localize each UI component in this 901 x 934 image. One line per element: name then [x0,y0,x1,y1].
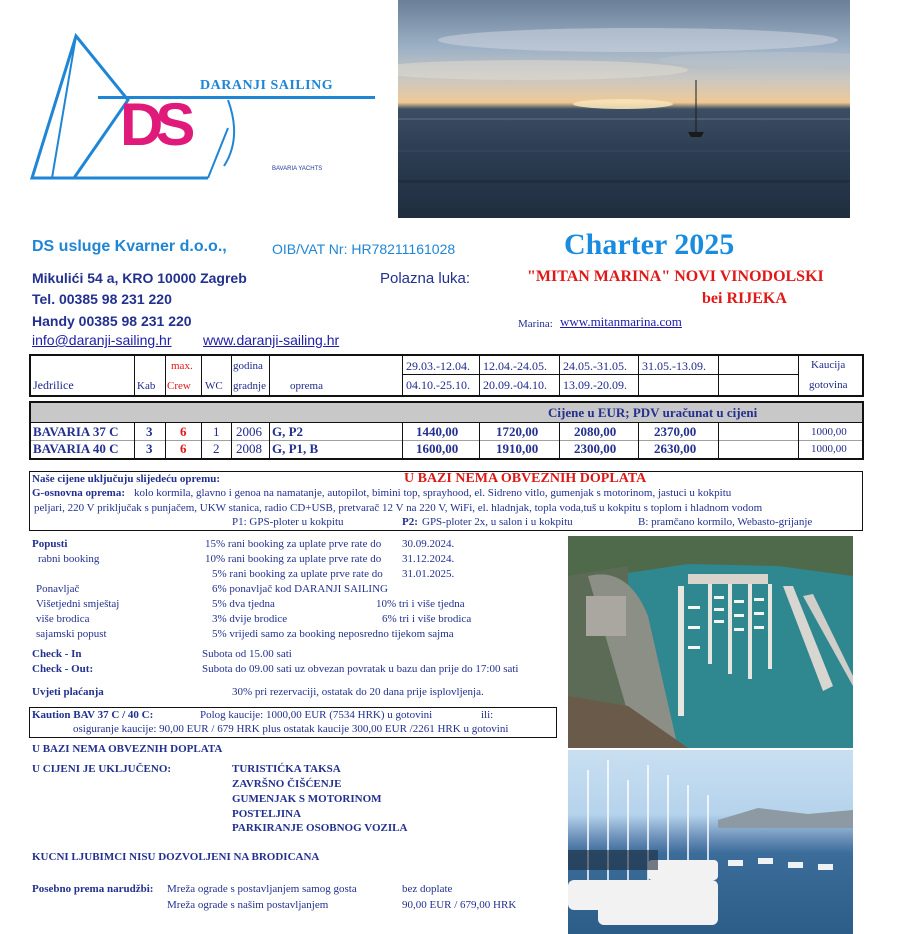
discount-visetjedni2: 10% tri i više tjedna [376,598,465,610]
kaution-ili: ili: [481,709,494,721]
row2-oprema: G, P1, B [272,441,319,456]
included-item-5: PARKIRANJE OSOBNOG VOZILA [232,822,408,834]
included-item-4: POSTELJINA [232,808,302,820]
special-label: Posebno prema narudžbi: [32,883,154,895]
header-crew: Crew [167,380,191,392]
pets-notice: KUCNI LJUBIMCI NISU DOZVOLJENI NA BRODICANA [32,851,320,863]
company-tel: Tel. 00385 98 231 220 [32,291,172,307]
equipment-no-extra: U BAZI NEMA OBVEZNIH DOPLATA [404,471,647,486]
row2-price1: 1600,00 [416,441,459,456]
checkin-text: Subota od 15.00 sati [202,648,292,660]
discount-ponavljac: 6% ponavljač kod DARANJI SAILING [212,583,388,595]
discount-sajam-label: sajamski popust [36,628,107,640]
sail-logo-icon [28,28,378,188]
discount-visetjedni: 5% dva tjedna [212,598,275,610]
discounts-label: Popusti [32,538,68,550]
charter-title: Charter 2025 [564,228,735,261]
discount-r3-date: 31.01.2025. [402,568,455,580]
discount-ponavljac-label: Ponavljač [36,583,80,595]
kaution-label: Kaution BAV 37 C / 40 C: [32,709,154,721]
row2-name: BAVARIA 40 C [33,441,119,456]
discount-r2-date: 31.12.2024. [402,553,455,565]
row1-kab: 3 [146,424,153,439]
header-kab: Kab [137,380,156,392]
row2-price4: 2630,00 [654,441,697,456]
row1-name: BAVARIA 37 C [33,424,119,439]
port-name: "MITAN MARINA" NOVI VINODOLSKI [527,268,824,285]
logo-sub: BAVARIA YACHTS [272,166,323,172]
price-table [29,401,864,460]
header-godina: godina [233,360,263,372]
header-gradnje: gradnje [233,380,266,392]
row1-price4: 2370,00 [654,424,697,439]
marina-link[interactable]: www.mitanmarina.com [560,314,682,329]
row1-price3: 2080,00 [574,424,617,439]
equipment-p2-label: P2: [402,516,418,528]
discount-r1-date: 30.09.2024. [402,538,455,550]
sunset-sea-photo [398,0,850,218]
equipment-b: B: pramčano kormilo, Webasto-grijanje [638,516,813,528]
checkin-label: Check - In [32,648,82,660]
special-option-1: Mreža ograde s postavljanjem samog gosta [167,883,357,895]
table-header [29,354,864,397]
row2-wc: 2 [213,441,220,456]
row1-price2: 1720,00 [496,424,539,439]
company-name: DS usluge Kvarner d.o.o., [32,238,227,255]
marina-aerial-photo [568,536,853,748]
checkout-text: Subota do 09.00 sati uz obvezan povratak u bazu dan prije do 17:00 sati [202,663,519,675]
discount-sajam: 5% vrijedi samo za booking neposredno tijekom sajma [212,628,454,640]
logo-brand: DARANJI SAILING [200,78,334,93]
header-period3a: 24.05.-31.05. [563,359,627,373]
header-wc: WC [205,380,223,392]
equipment-g-label: G-osnovna oprema: [32,487,125,499]
row2-kab: 3 [146,441,153,456]
website-link[interactable]: www.daranji-sailing.hr [203,332,340,348]
port-city: bei RIJEKA [702,290,787,307]
discount-visetjedni-label: Višetjedni smještaj [36,598,120,610]
equipment-p1: P1: GPS-ploter u kokpitu [232,516,344,528]
discount-r1: 15% rani booking za uplate prve rate do [205,538,382,550]
discount-vise2: 6% tri i više brodica [382,613,472,625]
company-address: Mikulići 54 a, KRO 10000 Zagreb [32,270,247,286]
header-gotovina: gotovina [809,379,848,391]
special-option-2: Mreža ograde s našim postavljanjem [167,899,329,911]
header-max: max. [171,360,193,372]
header-period4a: 31.05.-13.09. [642,359,706,373]
included-item-2: ZAVRŠNO ČIŠĆENJE [232,778,342,790]
special-option-1-price: bez doplate [402,883,453,895]
header-period1b: 04.10.-25.10. [406,378,470,392]
header-kaucija: Kaucija [811,359,846,371]
header-boats: Jedrilice [33,378,74,392]
email-link[interactable]: info@daranji-sailing.hr [32,332,172,348]
logo-letters: DS [120,91,188,158]
marina-boats-photo [568,750,853,934]
discount-rabni: rabni booking [38,553,100,565]
marina-label: Marina: [518,318,553,330]
company-logo [28,28,378,188]
header-period2a: 12.04.-24.05. [483,359,547,373]
price-note: Cijene u EUR; PDV uračunat u cijeni [548,405,758,420]
kaution-text2: osiguranje kaucije: 90,00 EUR / 679 HRK plus ostatak kaucije 300,00 EUR /2261 HRK u gotovini [73,723,509,735]
company-vat: OIB/VAT Nr: HR78211161028 [272,241,456,257]
header-period1a: 29.03.-12.04. [406,359,470,373]
payment-label: Uvjeti plaćanja [32,686,104,698]
row1-wc: 1 [213,424,220,439]
discount-r3: 5% rani booking za uplate prve rate do [212,568,383,580]
kaution-box [29,707,557,738]
equipment-p2: GPS-ploter 2x, u salon i u kokpitu [422,516,573,528]
checkout-label: Check - Out: [32,663,94,675]
row2-deposit: 1000,00 [811,443,847,455]
row1-oprema: G, P2 [272,424,304,439]
special-option-2-price: 90,00 EUR / 679,00 HRK [402,899,517,911]
included-item-3: GUMENJAK S MOTORINOM [232,793,382,805]
row1-year: 2006 [236,424,262,439]
equipment-g-text2: peljari, 220 V priključak s punjačem, UKW stanica, radio CD+USB, pretvarač 12 V na 220 V, WiFi, el. hladnjak, topla voda,tuš u kokpitu s toplom i hladnom vodom [34,502,763,514]
included-label: U CIJENI JE UKLJUČENO: [32,763,172,775]
included-no-extra: U BAZI NEMA OBVEZNIH DOPLATA [32,743,223,755]
row2-year: 2008 [236,441,262,456]
header-oprema: oprema [290,380,323,392]
header-period2b: 20.09.-04.10. [483,378,547,392]
row2-price2: 1910,00 [496,441,539,456]
equipment-box [29,471,863,531]
row2-crew: 6 [180,441,187,456]
row2-price3: 2300,00 [574,441,617,456]
port-label: Polazna luka: [380,270,471,287]
company-handy: Handy 00385 98 231 220 [32,313,192,329]
kaution-text: Polog kaucije: 1000,00 EUR (7534 HRK) u gotovini [200,709,433,721]
row1-price1: 1440,00 [416,424,459,439]
equipment-heading: Naše cijene uključuju slijedeću opremu: [32,473,221,485]
header-period3b: 13.09.-20.09. [563,378,627,392]
row1-crew: 6 [180,424,187,439]
discount-r2: 10% rani booking za uplate prve rate do [205,553,382,565]
included-item-1: TURISTIĆKA TAKSA [232,763,341,775]
discount-vise-label: više brodica [36,613,90,625]
discount-vise: 3% dvije brodice [212,613,288,625]
equipment-g-text: kolo kormila, glavno i genoa na namatanje, autopilot, bimini top, sprayhood, el. Sidreno vitlo, gumenjak s motorinom, jastuci u kokpitu [134,487,732,499]
payment-text: 30% pri rezervaciji, ostatak do 20 dana prije isplovljenja. [232,686,484,698]
row1-deposit: 1000,00 [811,426,847,438]
